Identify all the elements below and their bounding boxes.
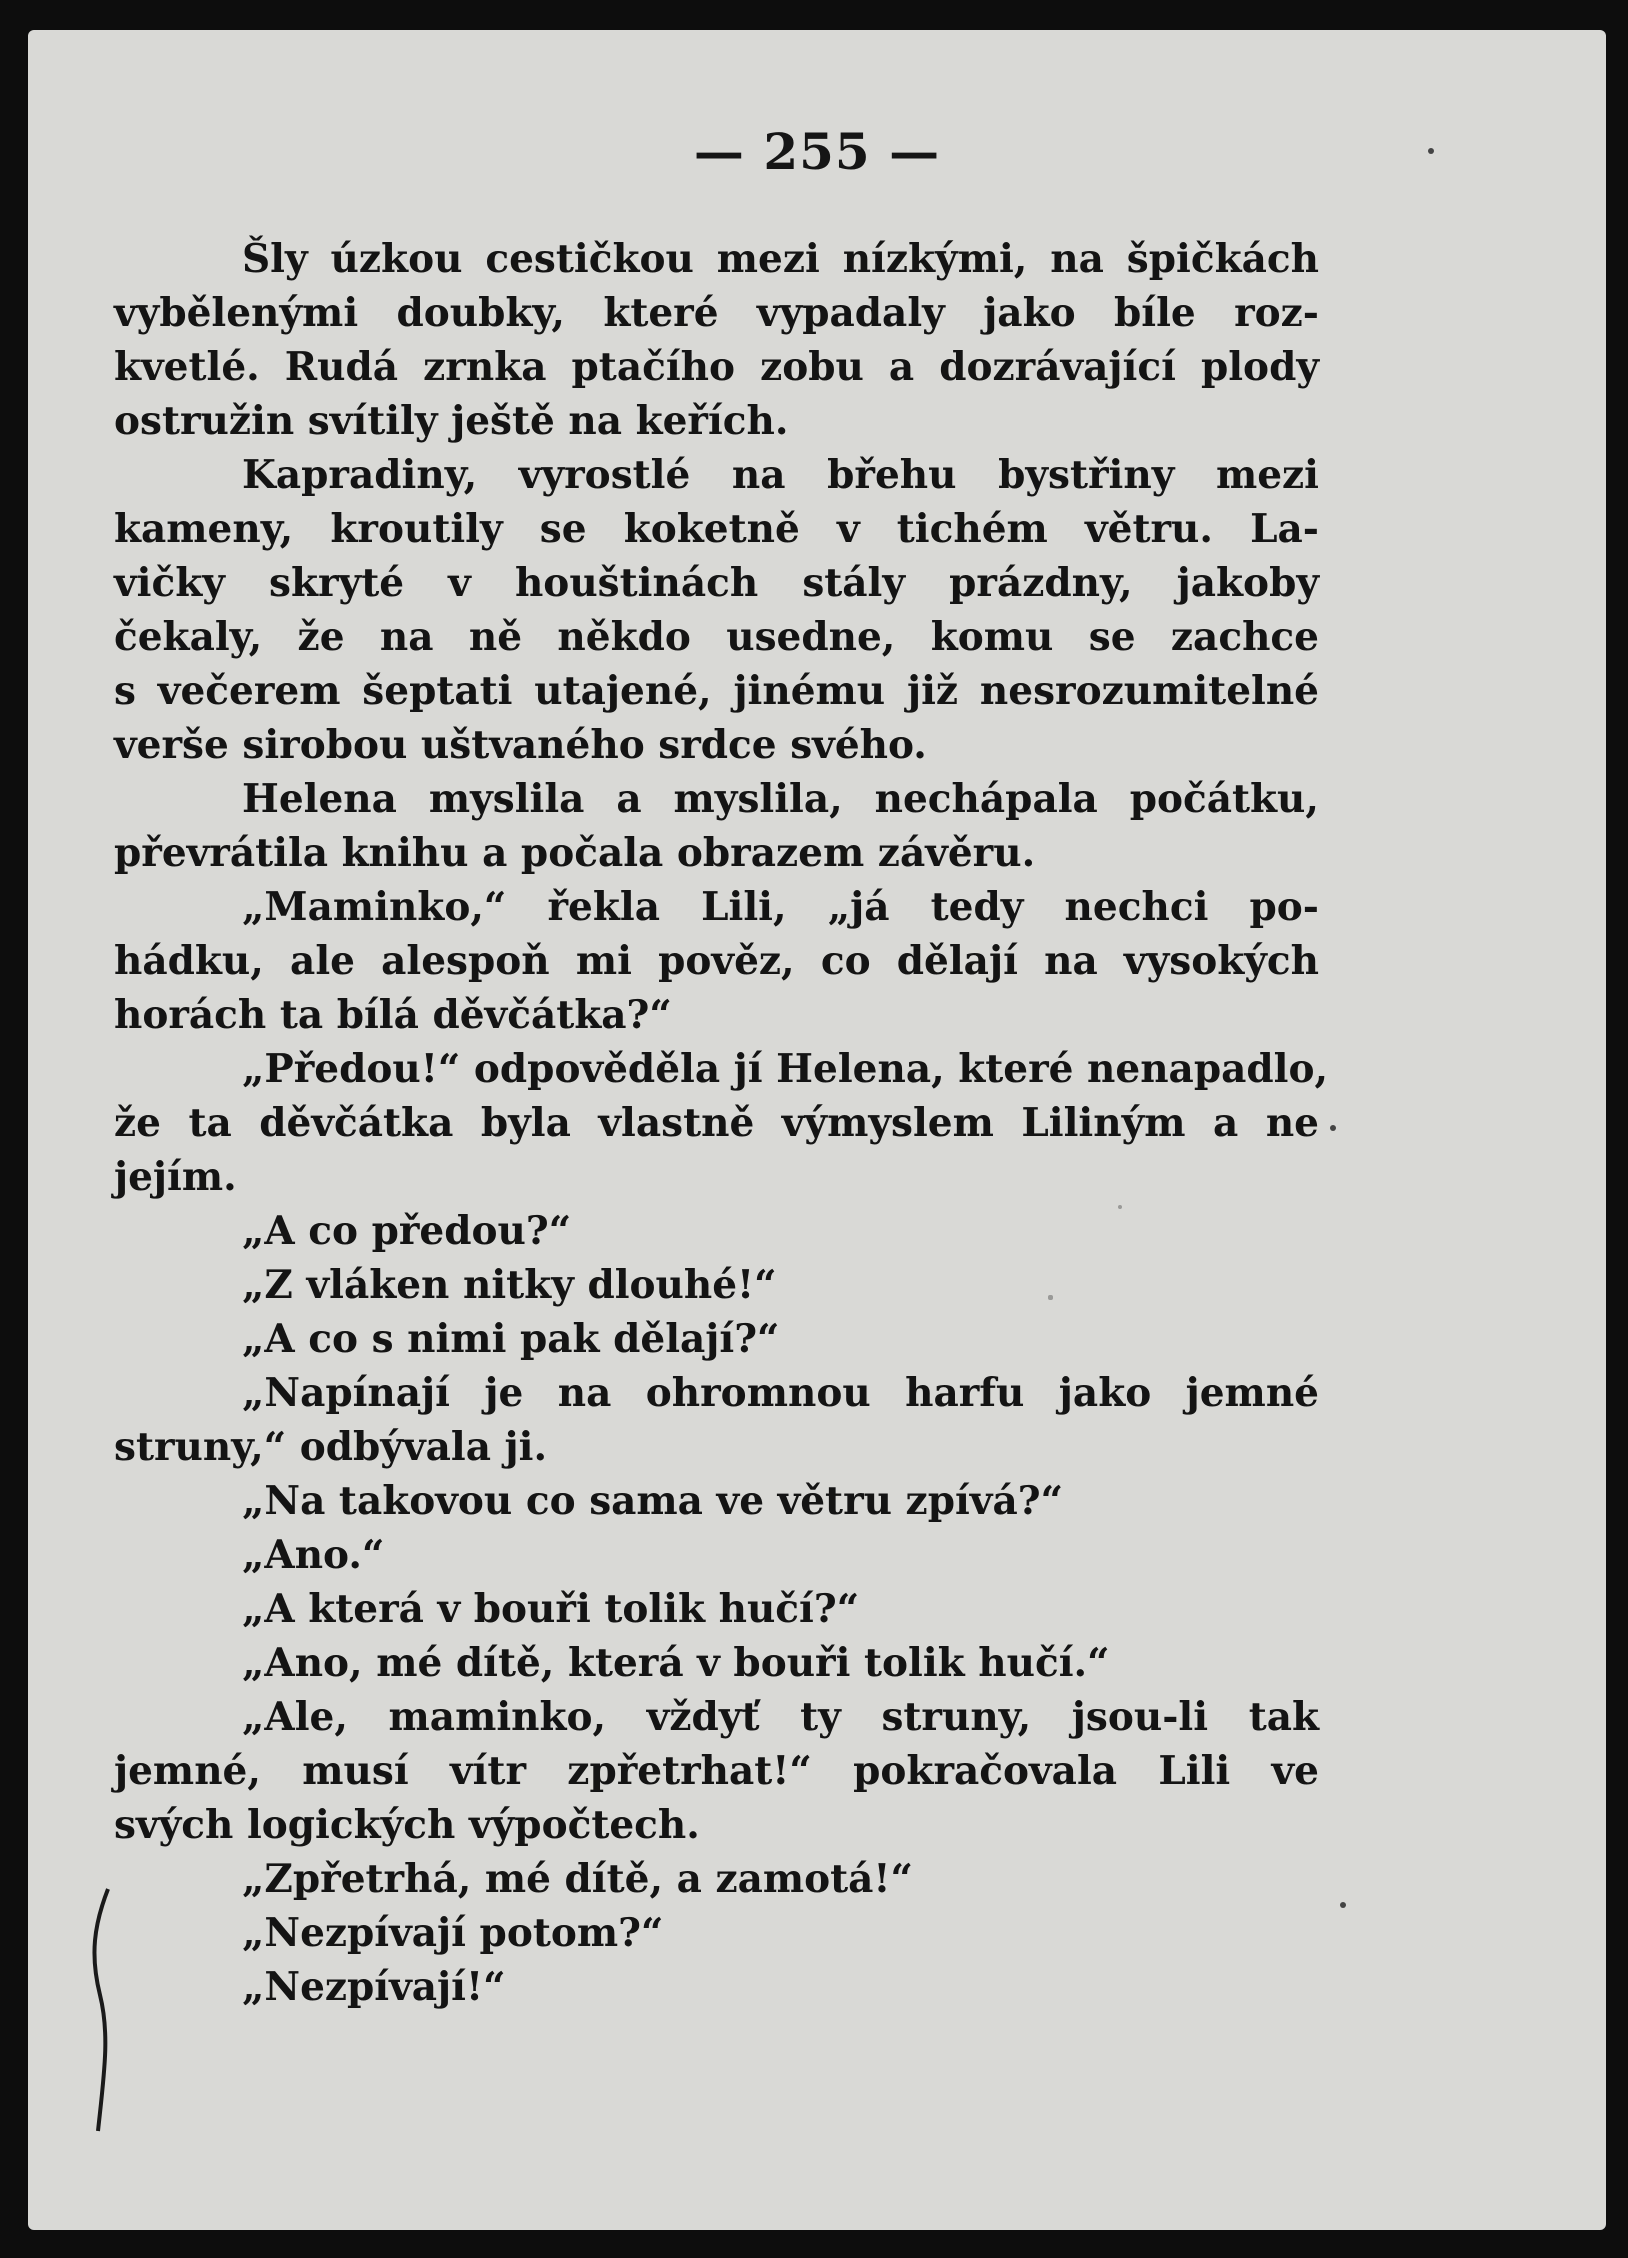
- text-line: horách ta bílá děvčátka?“: [114, 992, 672, 1038]
- text-line: „Ano, mé dítě, která v bouři tolik hučí.“: [242, 1640, 1110, 1686]
- text-line: „A co předou?“: [242, 1208, 572, 1254]
- text-line: „Napínají je na ohromnou harfu jako jemné: [242, 1370, 1319, 1416]
- text-line: „Ano.“: [242, 1532, 385, 1578]
- page-text: [114, 232, 1329, 2014]
- text-line: „Předou!“ odpověděla jí Helena, které nenapadlo,: [242, 1046, 1329, 1092]
- text-line: jemné, musí vítr zpřetrhat!“ pokračovala Lili ve: [114, 1748, 1319, 1794]
- text-line: „Maminko,“ řekla Lili, „já tedy nechci po-: [242, 884, 1319, 930]
- text-line: ostružin svítily ještě na keřích.: [114, 398, 789, 444]
- text-line: čekaly, že na ně někdo usedne, komu se zachce: [114, 614, 1319, 660]
- text-line: „Nezpívají potom?“: [242, 1910, 664, 1956]
- text-line: „Z vláken nitky dlouhé!“: [242, 1262, 777, 1308]
- text-line: struny,“ odbývala ji.: [114, 1424, 548, 1470]
- text-line: s večerem šeptati utajené, jinému již nesrozumitelné: [114, 668, 1319, 714]
- text-line: vičky skryté v houštinách stály prázdny, jakoby: [114, 560, 1319, 606]
- text-line: kvetlé. Rudá zrnka ptačího zobu a dozrávající plody: [114, 344, 1319, 390]
- text-line: Šly úzkou cestičkou mezi nízkými, na špičkách: [242, 236, 1319, 282]
- text-line: vybělenými doubky, které vypadaly jako bíle roz-: [114, 290, 1319, 336]
- ink-dot: [1330, 1125, 1336, 1131]
- text-line: Kapradiny, vyrostlé na břehu bystřiny mezi: [242, 452, 1319, 498]
- paper-speck: [1118, 1205, 1122, 1209]
- book-page: [28, 30, 1606, 2230]
- text-line: svých logických výpočtech.: [114, 1802, 700, 1848]
- ink-dot: [1340, 1902, 1346, 1908]
- ink-dot: [1428, 148, 1434, 154]
- text-line: „Nezpívají!“: [242, 1964, 506, 2010]
- text-line: „Zpřetrhá, mé dítě, a zamotá!“: [242, 1856, 913, 1902]
- page-number: — 255 —: [693, 122, 941, 181]
- text-line: jejím.: [114, 1154, 237, 1200]
- text-line: „Ale, maminko, vždyť ty struny, jsou-li tak: [242, 1694, 1319, 1740]
- text-line: „A co s nimi pak dělají?“: [242, 1316, 780, 1362]
- text-line: hádku, ale alespoň mi pověz, co dělají na vysokých: [114, 938, 1319, 984]
- text-line: verše sirobou uštvaného srdce svého.: [114, 722, 927, 768]
- text-line: převrátila knihu a počala obrazem závěru.: [114, 830, 1036, 876]
- paper-speck: [1048, 1295, 1053, 1300]
- text-line: „A která v bouři tolik hučí?“: [242, 1586, 860, 1632]
- text-line: že ta děvčátka byla vlastně výmyslem Liliným a ne: [114, 1100, 1319, 1146]
- text-line: „Na takovou co sama ve větru zpívá?“: [242, 1478, 1063, 1524]
- text-line: Helena myslila a myslila, nechápala počátku,: [242, 776, 1319, 822]
- text-line: kameny, kroutily se koketně v tichém větru. La-: [114, 506, 1319, 552]
- margin-bracket-mark: [86, 1885, 116, 2135]
